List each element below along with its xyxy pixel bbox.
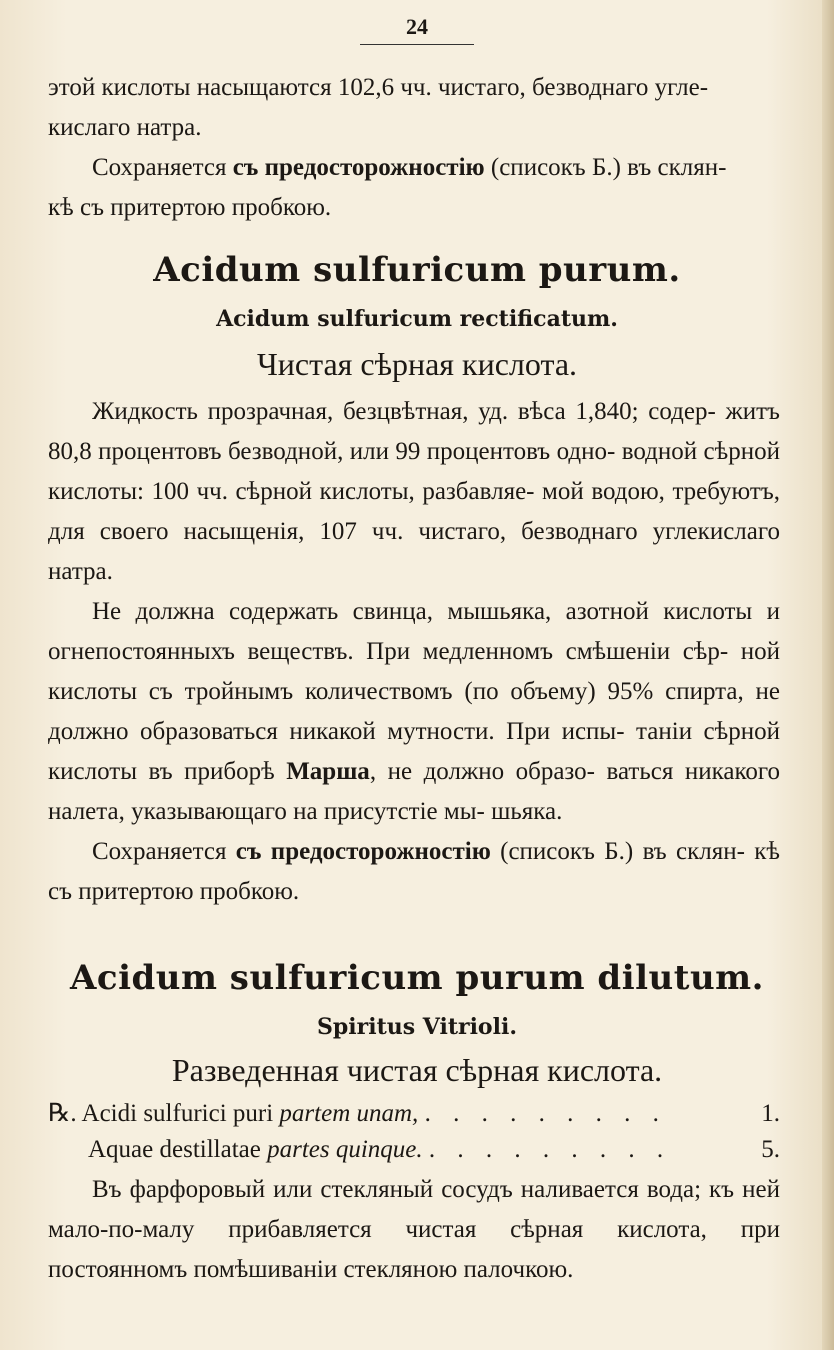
- header-rule: [360, 44, 474, 45]
- emphasis: Марша: [286, 758, 370, 785]
- page-number: 24: [406, 14, 428, 39]
- paragraph: Жидкость прозрачная, безцвѣтная, уд. вѣса 1,840; содер- житъ 80,8 процентовъ безводной, или 99 процентовъ одно- водной сѣрной кислоты: 100 чч. сѣрной кислоты, разбавляе- мой водою, требуютъ, для своего насыщенiя, 107 чч. чистаго, безводнаго углекислаго натра.: [48, 398, 780, 585]
- page-edge: [822, 0, 834, 1350]
- emphasis: съ предосторожностiю: [235, 838, 491, 865]
- paragraph: Въ фарфоровый или стекляный сосудъ наливается вода; къ ней мало-по-малу прибавляется чистая сѣрная кислота, при постоянномъ помѣшиванiи стекляною палочкою.: [48, 1176, 780, 1283]
- text-line: этой кислоты насыщаются 102,6 чч. чистаго, безводнаго угле-: [48, 74, 709, 101]
- emphasis: съ предосторожностiю: [232, 154, 485, 181]
- text-line: кѣ съ притертою пробкою.: [48, 194, 332, 221]
- section2-body: [48, 1170, 780, 1290]
- storage-note: Сохраняется съ предосторожностiю (списокъ Б.) въ склян-: [92, 154, 727, 181]
- recipe-quantity: 1.: [761, 1100, 780, 1127]
- recipe-line: Aquae destillatae partes quinque. . . . . . . . . . 5.: [88, 1130, 780, 1170]
- paragraph: Не должна содержать свинца, мышьяка, азотной кислоты и огнепостоянныхъ веществъ. При медленномъ смѣшенiи сѣр- ной кислоты съ тройнымъ количествомъ (по объему) 95% спирта, не должно образоваться никакой мутности. При испы- танiи сѣрной кислоты въ приборѣ Марша, не должно образо- ваться никакого налета, указывающаго на присутстiе мы- шьяка.: [48, 598, 780, 825]
- section-synonym: Spiritus Vitrioli.: [317, 1014, 517, 1040]
- section-title-latin: Acidum sulfuricum purum dilutum.: [70, 958, 764, 998]
- section1-body: [48, 392, 780, 912]
- section-synonym: Acidum sulfuricum rectificatum.: [216, 306, 618, 332]
- top-block: [48, 68, 780, 228]
- section-title-russian: Разведенная чистая сѣрная кислота.: [171, 1052, 663, 1088]
- recipe-line: ℞. Acidi sulfurici puri partem unam, . . . . . . . . . 1.: [48, 1094, 780, 1134]
- text-line: кислаго натра.: [48, 114, 202, 141]
- recipe-quantity: 5.: [761, 1136, 780, 1163]
- section-title-latin: Acidum sulfuricum purum.: [153, 250, 681, 290]
- storage-note: Сохраняется съ предосторожностiю (списокъ Б.) въ склян- кѣ съ притертою пробкою.: [48, 838, 780, 905]
- section-title-russian: Чистая сѣрная кислота.: [256, 346, 578, 382]
